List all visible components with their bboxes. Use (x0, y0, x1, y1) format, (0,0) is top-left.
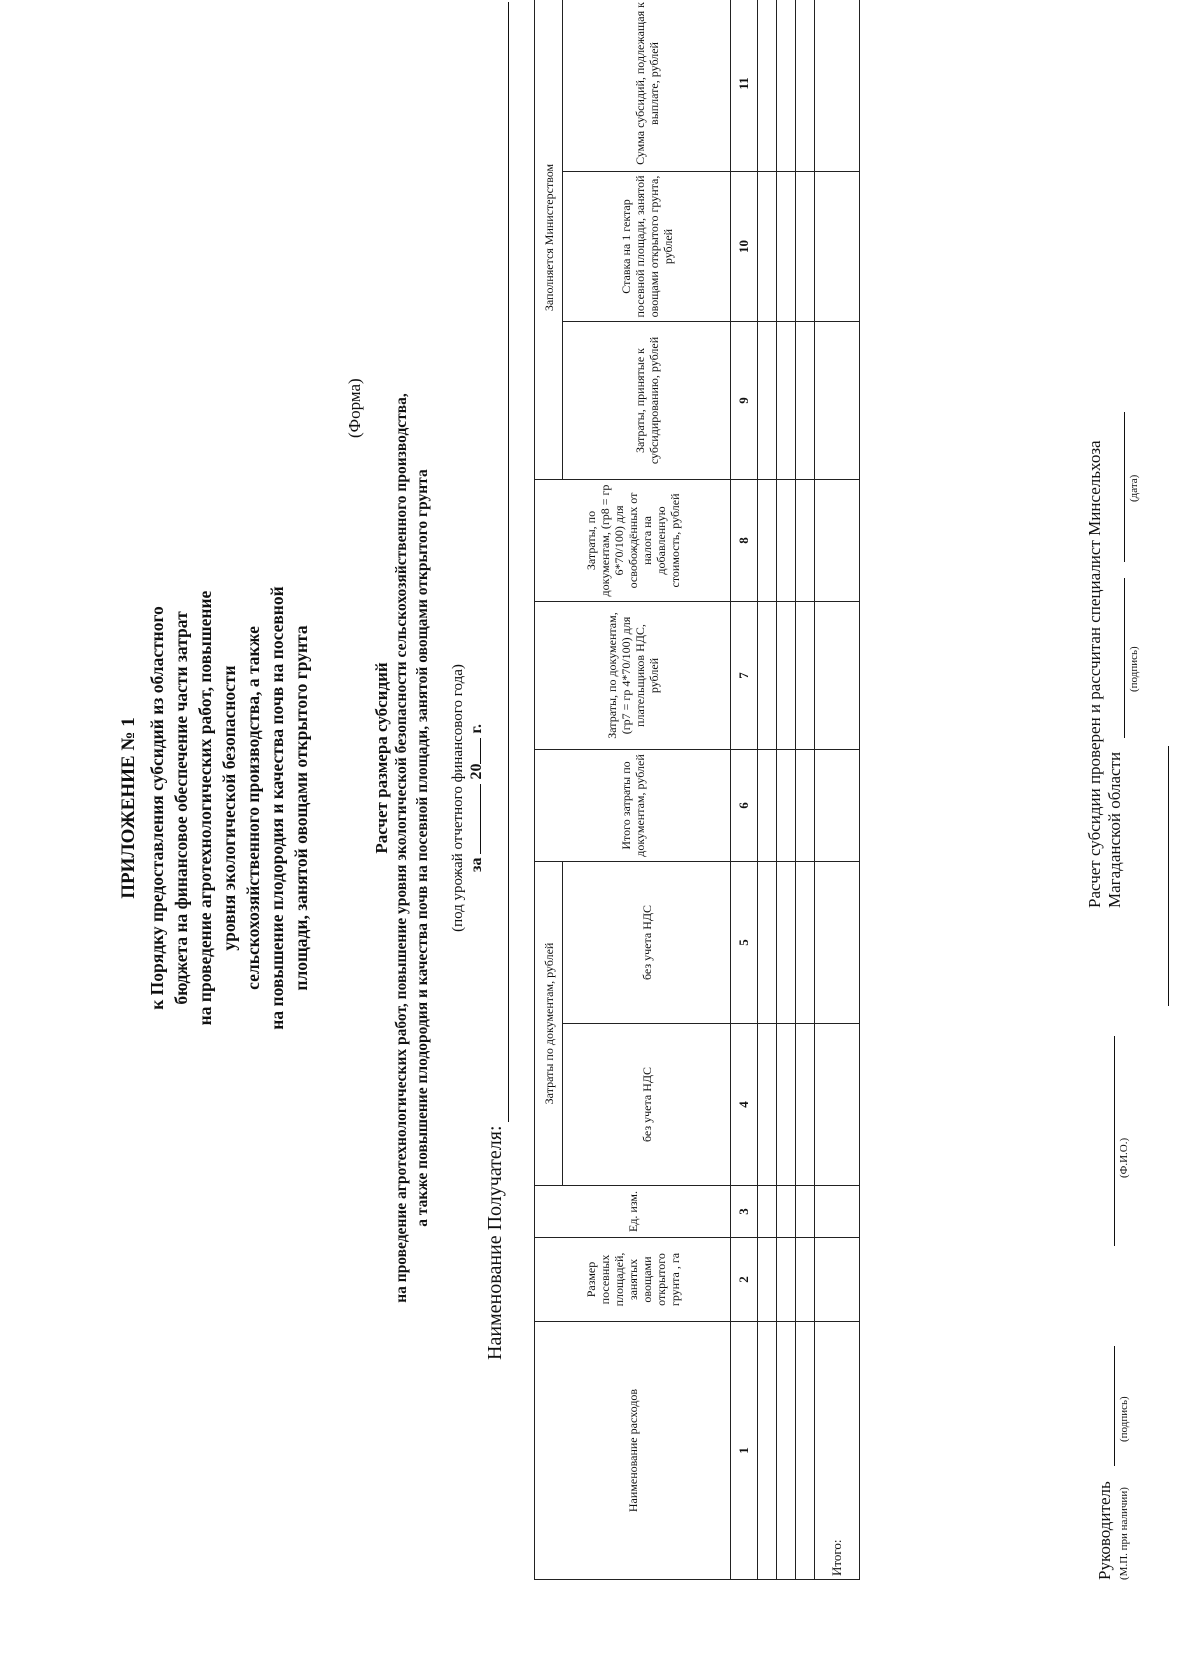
column-number: 8 (731, 480, 758, 602)
total-cell[interactable] (815, 480, 860, 602)
period-suffix: г. (468, 724, 485, 734)
total-cell[interactable] (815, 322, 860, 480)
header-doc-costs-group: Затраты по документам, рублей (535, 862, 563, 1186)
column-number: 6 (731, 750, 758, 862)
verification-note: Расчет субсидии проверен и рассчитан специалист Минсельхоза (1085, 440, 1104, 908)
period-prefix: за (468, 857, 485, 872)
date-field[interactable] (1124, 412, 1125, 562)
table-cell[interactable] (796, 322, 815, 480)
table-cell[interactable] (777, 480, 796, 602)
table-cell[interactable] (758, 1024, 777, 1186)
table-cell[interactable] (796, 172, 815, 322)
head-fio-field[interactable] (1114, 1036, 1115, 1246)
table-cell[interactable] (777, 750, 796, 862)
table-row[interactable] (777, 0, 796, 1580)
header-expense-name: Наименование расходов (535, 1322, 731, 1580)
calculation-title: Расчет размера субсидий (372, 662, 391, 854)
order-reference-line: сельскохозяйственного производства, а также (243, 626, 263, 990)
table-cell[interactable] (758, 480, 777, 602)
table-cell[interactable] (777, 602, 796, 750)
table-row[interactable] (796, 0, 815, 1580)
total-cell[interactable] (815, 1024, 860, 1186)
table-cell[interactable] (796, 602, 815, 750)
table-row[interactable] (758, 0, 777, 1580)
period-year: 20 (468, 763, 485, 780)
table-cell[interactable] (796, 750, 815, 862)
subsidy-calculation-table (534, 0, 860, 1580)
total-label: Итого: (815, 1322, 860, 1580)
table-cell[interactable] (777, 1322, 796, 1580)
header-doc-costs-with-vat: без учета НДС (563, 1024, 731, 1186)
head-label: Руководитель (1095, 1481, 1114, 1580)
harvest-note: (под урожай отчетного финансового года) (450, 664, 466, 932)
total-cell[interactable] (815, 862, 860, 1024)
date-caption: (дата) (1128, 474, 1140, 502)
column-number: 11 (731, 0, 758, 172)
table-cell[interactable] (758, 1238, 777, 1322)
table-cell[interactable] (758, 0, 777, 172)
order-reference-line: площади, занятой овощами открытого грунта (291, 625, 311, 991)
total-cell[interactable] (815, 750, 860, 862)
table-cell[interactable] (758, 172, 777, 322)
table-cell[interactable] (796, 1186, 815, 1238)
column-number-row (731, 0, 758, 1580)
table-cell[interactable] (758, 322, 777, 480)
stamp-note: (М.П. при наличии) (1118, 1487, 1130, 1580)
calculation-subtitle-line: на проведение агротехнологических работ, повышение уровня экологической безопасности сельскохозяйственного производства, (393, 393, 410, 1303)
header-rate-per-hectare: Ставка на 1 гектар посевной площади, занятой овощами открытого грунта, рублей (563, 172, 731, 322)
total-cell[interactable] (815, 172, 860, 322)
header-costs-vat-payers: Затраты, по документам, (гр7 = гр 4*70/100) для плательщиков НДС, рублей (535, 602, 731, 750)
table-cell[interactable] (777, 322, 796, 480)
period-blank[interactable] (480, 784, 481, 854)
column-number: 5 (731, 862, 758, 1024)
header-doc-costs-without-vat: без учета НДС (563, 862, 731, 1024)
table-cell[interactable] (777, 862, 796, 1024)
verifier-signature-field[interactable] (1124, 578, 1125, 738)
table-cell[interactable] (796, 1322, 815, 1580)
table-cell[interactable] (796, 0, 815, 172)
total-cell[interactable] (815, 1186, 860, 1238)
column-number: 4 (731, 1024, 758, 1186)
table-cell[interactable] (758, 750, 777, 862)
head-signature-field[interactable] (1114, 1346, 1115, 1466)
year-blank[interactable] (480, 738, 481, 764)
total-cell[interactable] (815, 1238, 860, 1322)
specialist-line[interactable] (1168, 746, 1169, 1006)
column-number: 7 (731, 602, 758, 750)
reporting-period (468, 498, 486, 1098)
appendix-title: ПРИЛОЖЕНИЕ № 1 (118, 717, 139, 899)
column-number: 9 (731, 322, 758, 480)
table-cell[interactable] (758, 1322, 777, 1580)
header-total-doc-costs: Итого затраты по документам, рублей (535, 750, 731, 862)
order-reference-line: на повышение плодородия и качества почв на посевной (267, 586, 287, 1030)
table-cell[interactable] (777, 1024, 796, 1186)
header-ministry-group: Заполняется Министерством (535, 0, 563, 480)
header-costs-accepted: Затраты, принятые к субсидированию, рублей (563, 322, 731, 480)
table-cell[interactable] (758, 1186, 777, 1238)
calculation-subtitle-line: а также повышение плодородия и качества почв на посевной площади, занятой овощами открытого грунта (414, 469, 431, 1227)
table-cell[interactable] (777, 1186, 796, 1238)
column-number: 10 (731, 172, 758, 322)
total-cell[interactable] (815, 602, 860, 750)
table-cell[interactable] (758, 862, 777, 1024)
recipient-name-field[interactable] (508, 2, 509, 1122)
table-cell[interactable] (796, 862, 815, 1024)
order-reference-line: на проведение агротехнологических работ, повышение (195, 590, 215, 1026)
table-cell[interactable] (777, 0, 796, 172)
order-reference-line: уровня экологической безопасности (219, 665, 239, 951)
recipient-label: Наименование Получателя: (484, 1125, 506, 1360)
header-unit: Ед. изм. (535, 1186, 731, 1238)
table-cell[interactable] (777, 172, 796, 322)
table-cell[interactable] (777, 1238, 796, 1322)
header-area: Размер посевных площадей, занятых овощами открытого грунта , га (535, 1238, 731, 1322)
column-number: 1 (731, 1322, 758, 1580)
table-cell[interactable] (796, 480, 815, 602)
header-costs-vat-exempt: Затраты, по документам, (гр8 = гр 6*70/100) для освобождённых от налога на добавленную стоимость, рублей (535, 480, 731, 602)
table-cell[interactable] (796, 1024, 815, 1186)
header-subsidy-amount: Сумма субсидий, подлежащая к выплате, рублей (563, 0, 731, 172)
signature-caption: (подпись) (1118, 1396, 1130, 1442)
table-cell[interactable] (758, 602, 777, 750)
fio-caption: (Ф.И.О.) (1118, 1137, 1130, 1178)
column-number: 3 (731, 1186, 758, 1238)
total-row (815, 0, 860, 1580)
order-reference-line: бюджета на финансовое обеспечение части затрат (171, 611, 191, 1005)
verification-note-region: Магаданской области (1105, 751, 1124, 908)
total-cell[interactable] (815, 0, 860, 172)
verifier-signature-caption: (подпись) (1128, 646, 1140, 692)
column-number: 2 (731, 1238, 758, 1322)
order-reference-line: к Порядку предоставления субсидий из областного (147, 606, 167, 1010)
form-label: (Форма) (345, 378, 364, 438)
table-cell[interactable] (796, 1238, 815, 1322)
